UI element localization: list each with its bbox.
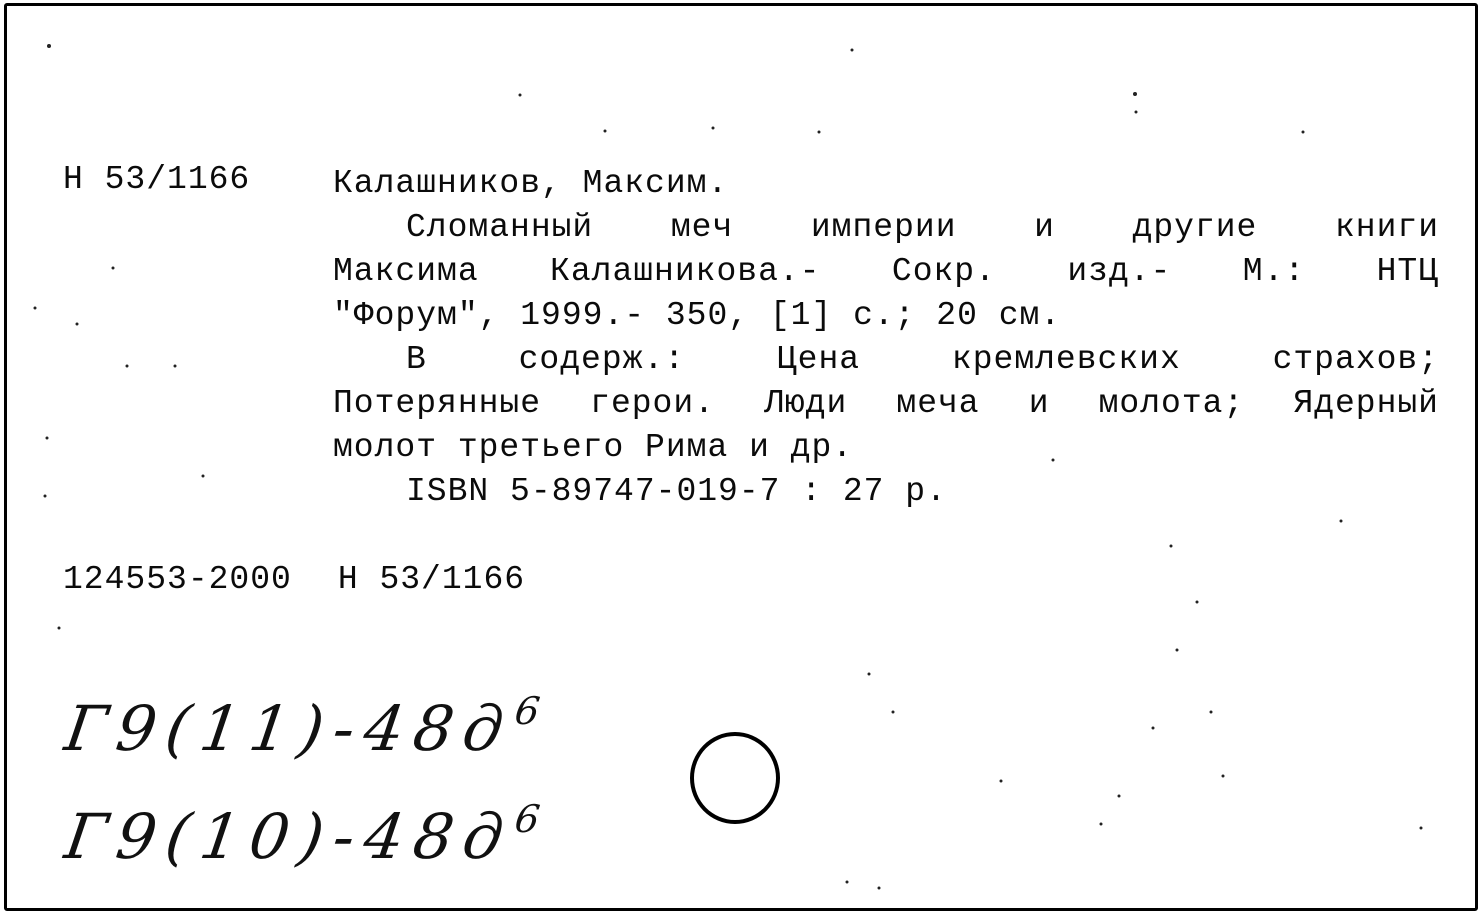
contents-line-2: Потерянные герои. Люди меча и молота; Ядерный xyxy=(333,385,1439,422)
bibliographic-record xyxy=(333,162,1439,514)
call-number: Н 53/1166 xyxy=(63,161,251,198)
contents-line-3: молот третьего Рима и др. xyxy=(333,429,854,466)
catalog-card xyxy=(4,3,1478,911)
handwritten-sup-2: 6 xyxy=(512,797,543,841)
title-line-3: "Форум", 1999.- 350, [1] с.; 20 см. xyxy=(333,297,1062,334)
inventory-line xyxy=(63,558,525,602)
handwritten-line-1 xyxy=(59,666,545,774)
handwritten-code-2: Г9(10)-48д xyxy=(60,800,518,873)
handwritten-line-2 xyxy=(59,774,545,882)
punch-hole-circle xyxy=(690,732,780,824)
handwritten-code-1: Г9(11)-48д xyxy=(60,692,518,765)
handwritten-notes xyxy=(60,666,543,882)
title-line-2: Максима Калашникова.- Сокр. изд.- М.: НТЦ xyxy=(333,253,1439,290)
inventory-number: 124553-2000 xyxy=(63,561,292,598)
contents-line-1: В содерж.: Цена кремлевских страхов; xyxy=(406,341,1439,378)
author-heading: Калашников, Максим. xyxy=(333,165,729,202)
isbn-line: ISBN 5-89747-019-7 : 27 р. xyxy=(406,473,947,510)
handwritten-sup-1: 6 xyxy=(512,689,543,733)
shelf-mark: Н 53/1166 xyxy=(337,561,526,598)
title-line-1: Сломанный меч империи и другие книги xyxy=(406,209,1439,246)
